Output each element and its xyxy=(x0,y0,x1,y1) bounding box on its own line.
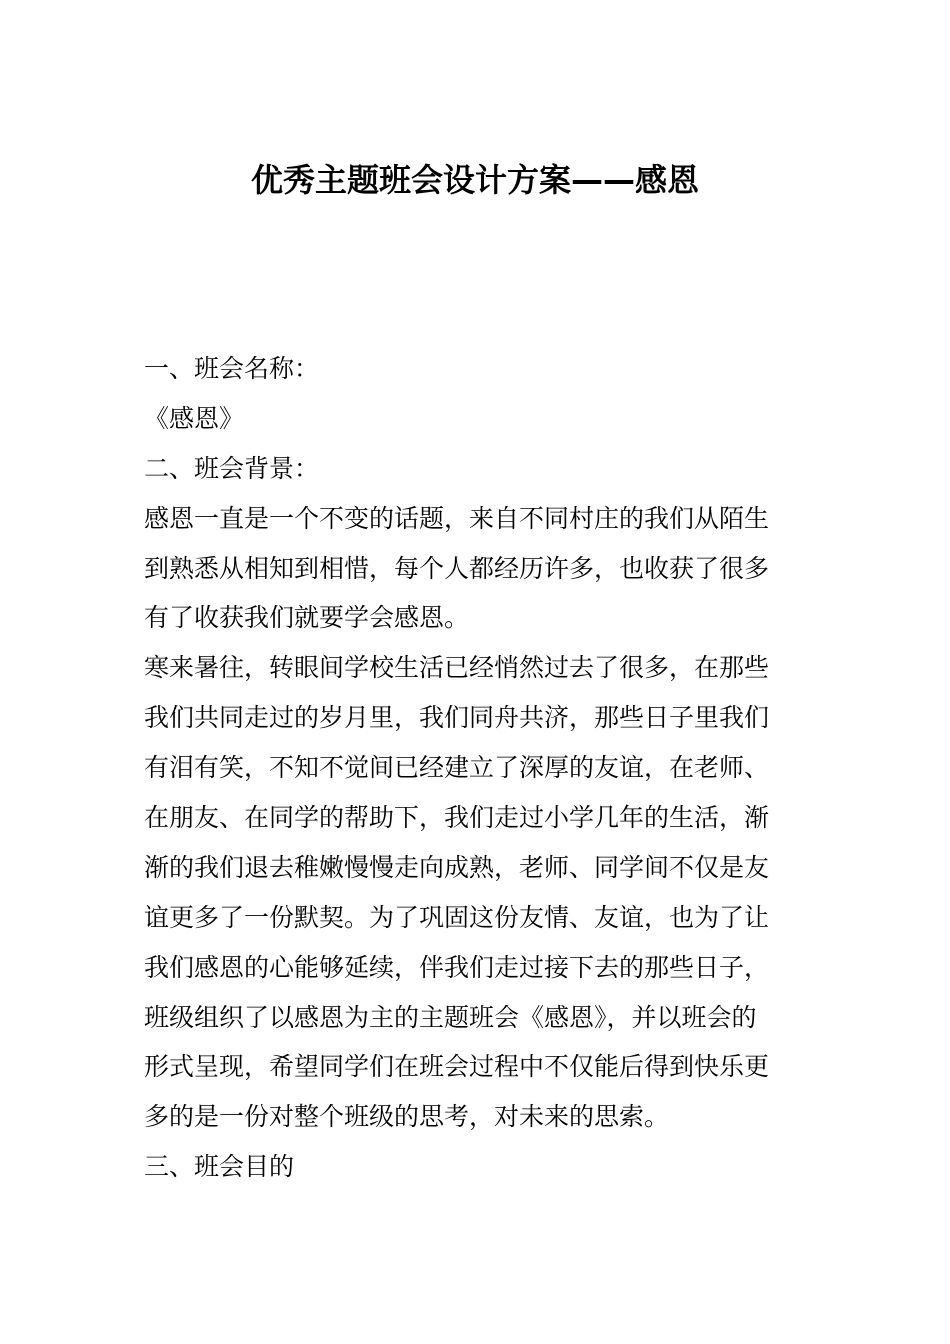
paragraph-line: 我们感恩的心能够延续，伴我们走过接下去的那些日子， xyxy=(144,952,770,982)
paragraph-line: 有泪有笑，不知不觉间已经建立了深厚的友谊，在老师、 xyxy=(144,753,770,783)
paragraph-line: 到熟悉从相知到相惜，每个人都经历许多，也收获了很多 xyxy=(144,553,770,583)
paragraph-line: 班级组织了以感恩为主的主题班会《感恩》，并以班会的 xyxy=(144,1002,757,1032)
section-heading-background: 二、班会背景： xyxy=(144,453,320,483)
paragraph-line: 谊更多了一份默契。为了巩固这份友情、友谊，也为了让 xyxy=(144,902,770,932)
paragraph-line: 在朋友、在同学的帮助下，我们走过小学几年的生活，渐 xyxy=(144,803,770,833)
paragraph-line: 寒来暑往，转眼间学校生活已经悄然过去了很多，在那些 xyxy=(144,653,770,683)
paragraph-line: 我们共同走过的岁月里，我们同舟共济，那些日子里我们 xyxy=(144,703,770,733)
meeting-name-text: 《感恩》 xyxy=(144,403,245,433)
section-heading-name: 一、班会名称： xyxy=(144,354,320,383)
paragraph-line: 有了收获我们就要学会感恩。 xyxy=(144,603,470,633)
paragraph-line: 形式呈现，希望同学们在班会过程中不仅能后得到快乐更 xyxy=(144,1052,770,1082)
paragraph-line: 感恩一直是一个不变的话题，来自不同村庄的我们从陌生 xyxy=(144,503,770,533)
document-title: 优秀主题班会设计方案——感恩 xyxy=(250,161,699,199)
paragraph-line: 渐的我们退去稚嫩慢慢走向成熟，老师、同学间不仅是友 xyxy=(144,852,770,882)
section-heading-purpose: 三、班会目的 xyxy=(144,1152,295,1182)
paragraph-line: 多的是一份对整个班级的思考，对未来的思索。 xyxy=(144,1102,670,1132)
document-body xyxy=(144,344,808,1192)
